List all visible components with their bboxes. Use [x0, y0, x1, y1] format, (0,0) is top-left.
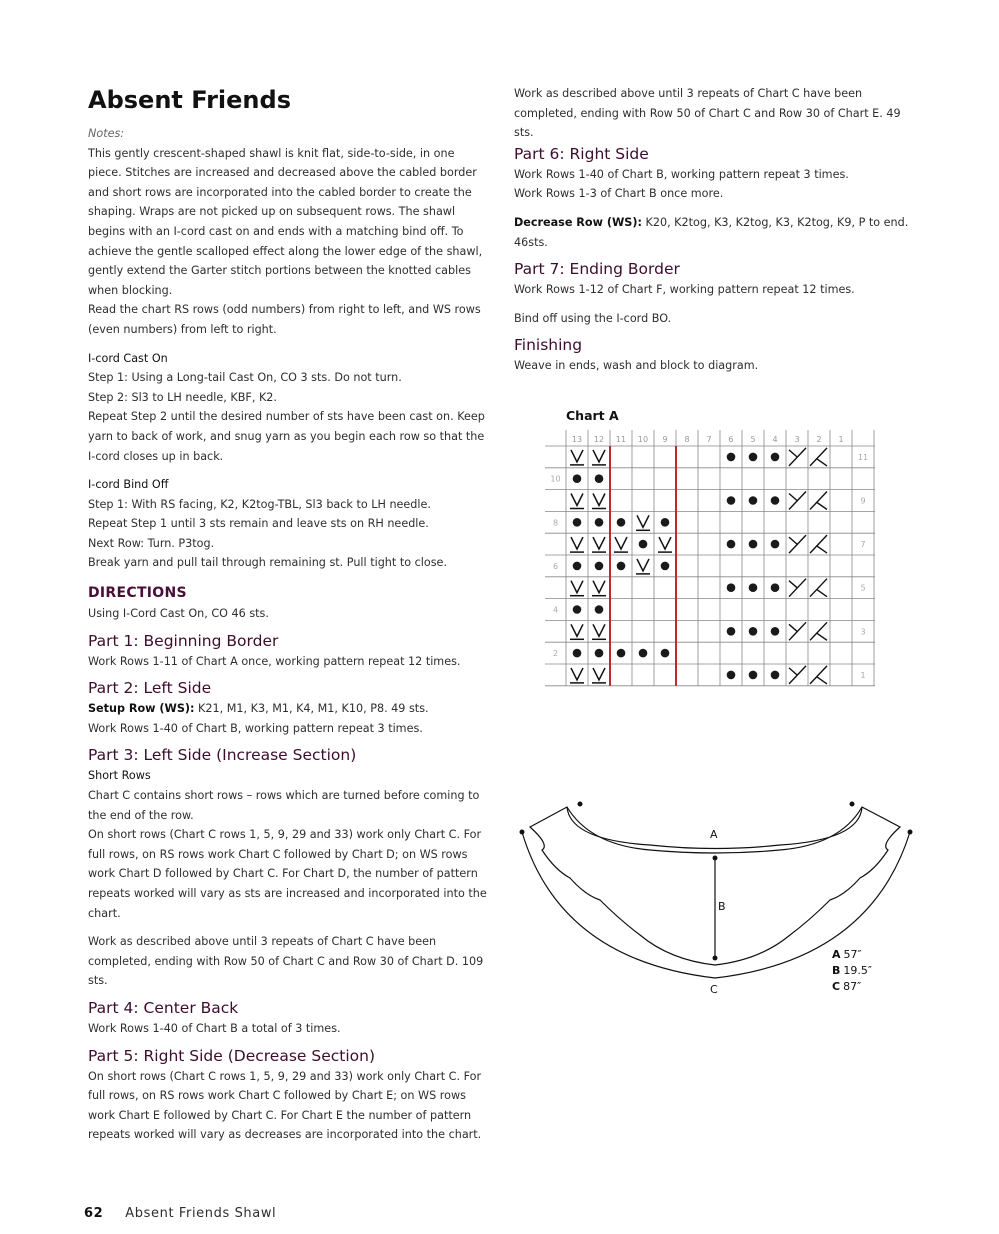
column-number: 6: [728, 435, 734, 444]
right-cross-symbol: [789, 666, 806, 684]
column-number: 12: [593, 435, 605, 444]
purl-symbol: [749, 540, 758, 549]
column-number: 9: [662, 435, 668, 444]
column-number: 1: [838, 435, 844, 444]
purl-symbol: [727, 540, 736, 549]
purl-symbol: [617, 649, 626, 658]
left-cross-symbol: [810, 622, 827, 640]
left-cross-symbol: [810, 492, 827, 510]
part2-setup: [88, 699, 488, 719]
column-number: 5: [750, 435, 756, 444]
instruction-line: Step 1: With RS facing, K2, K2tog-TBL, Sl3 back to LH needle.: [88, 497, 431, 511]
setup-row-label: Setup Row (WS):: [88, 702, 195, 716]
purl-symbol: [749, 627, 758, 636]
icord-bind-off-heading: I-cord Bind Off: [88, 478, 169, 492]
part4-heading: Part 4: Center Back: [88, 998, 239, 1017]
purl-symbol: [617, 518, 626, 527]
page-footer: [84, 1206, 276, 1221]
purl-symbol: [727, 627, 736, 636]
notes-paragraph: This gently crescent-shaped shawl is knit flat, side-to-side, in one piece. Stitches are increased and decreased above the cabled border and short rows are incorporated into the cabled border to create the shaping. Wraps are not picked up on subsequent rows. The shawl begins with an I-cord cast on and ends with a matching bind off. To achieve the gentle scalloped effect along the lower edge of the shawl, gently extend the Garter stitch portions between the knotted cables when blocking.: [88, 146, 483, 297]
left-cross-symbol: [810, 448, 827, 466]
instruction-line: Step 1: Using a Long-tail Cast On, CO 3 sts. Do not turn.: [88, 371, 402, 385]
chart-a-grid: [545, 430, 880, 692]
left-cross-symbol: [810, 666, 827, 684]
part6-heading: Part 6: Right Side: [514, 144, 649, 163]
finishing-heading: Finishing: [514, 336, 583, 355]
purl-symbol: [639, 540, 648, 549]
slip-stitch-symbol: [570, 668, 584, 683]
right-cross-symbol: [789, 622, 806, 640]
slip-stitch-symbol: [570, 624, 584, 639]
purl-symbol: [573, 649, 582, 658]
part3-after: Work as described above until 3 repeats of Chart C have been completed, ending with Row 50 of Chart C and Row 30 of Chart D. 109 sts.: [88, 935, 484, 988]
part3-text: Chart C contains short rows – rows which are turned before coming to the end of the row.: [88, 789, 480, 822]
row-number: 2: [552, 649, 559, 659]
column-number: 13: [571, 435, 583, 444]
purl-symbol: [749, 453, 758, 462]
row-number: 1: [860, 670, 866, 680]
left-cross-symbol: [810, 535, 827, 553]
column-number: 10: [637, 435, 649, 444]
bind-off-text: Bind off using the I-cord BO.: [514, 311, 672, 325]
slip-stitch-symbol: [614, 537, 628, 552]
purl-symbol: [595, 474, 604, 483]
part3-text: On short rows (Chart C rows 1, 5, 9, 29 and 33) work only Chart C. For full rows, on RS rows work Chart C followed by Chart D; on WS rows work Chart D followed by Chart C. For Chart D, the number of pattern repeats worked will vary as sts are increased and incorporated into the chart.: [88, 828, 487, 920]
slip-stitch-symbol: [570, 494, 584, 509]
slip-stitch-symbol: [592, 537, 606, 552]
purl-symbol: [749, 496, 758, 505]
slip-stitch-symbol: [592, 450, 606, 465]
part5-text: On short rows (Chart C rows 1, 5, 9, 29 and 33) work only Chart C. For full rows, on RS rows work Chart C followed by Chart E; on WS rows work Chart E followed by Chart C. For Chart E the number of pattern repeats worked will vary as decreases are incorporated into the chart.: [88, 1069, 482, 1142]
page-title: Absent Friends: [88, 86, 291, 114]
label-c: C: [710, 983, 718, 996]
part7-text: Work Rows 1-12 of Chart F, working pattern repeat 12 times.: [514, 283, 855, 297]
slip-stitch-symbol: [658, 537, 672, 552]
purl-symbol: [573, 605, 582, 614]
row-number: 3: [860, 627, 866, 637]
row-number: 10: [550, 474, 561, 484]
purl-symbol: [771, 671, 780, 680]
chart-a-title: Chart A: [566, 408, 619, 423]
short-rows-heading: Short Rows: [88, 769, 151, 783]
purl-symbol: [661, 649, 670, 658]
icord-cast-on-heading: I-cord Cast On: [88, 351, 168, 365]
slip-stitch-symbol: [570, 450, 584, 465]
slip-stitch-symbol: [570, 581, 584, 596]
svg-text:B19.5″: B 19.5″: [832, 964, 872, 977]
purl-symbol: [661, 518, 670, 527]
part7-heading: Part 7: Ending Border: [514, 260, 680, 279]
column-number: 2: [816, 435, 822, 444]
instruction-line: Step 2: Sl3 to LH needle, KBF, K2.: [88, 390, 277, 404]
purl-symbol: [771, 496, 780, 505]
purl-symbol: [727, 496, 736, 505]
part4-text: Work Rows 1-40 of Chart B a total of 3 times.: [88, 1021, 341, 1035]
part6-text: Work Rows 1-40 of Chart B, working pattern repeat 3 times.: [514, 167, 849, 181]
directions-heading: DIRECTIONS: [88, 585, 187, 602]
purl-symbol: [727, 671, 736, 680]
footer-title: Absent Friends Shawl: [125, 1206, 277, 1221]
notes-label: Notes:: [88, 127, 125, 140]
slip-stitch-symbol: [592, 624, 606, 639]
column-number: 4: [772, 435, 778, 444]
right-column: [514, 84, 909, 376]
part1-heading: Part 1: Beginning Border: [88, 631, 279, 650]
row-number: 7: [860, 540, 866, 550]
part2-heading: Part 2: Left Side: [88, 679, 212, 698]
column-number: 8: [684, 435, 690, 444]
slip-stitch-symbol: [592, 581, 606, 596]
page-number: 62: [84, 1206, 104, 1221]
purl-symbol: [639, 649, 648, 658]
left-cross-symbol: [810, 579, 827, 597]
part5-heading: Part 5: Right Side (Decrease Section): [88, 1046, 376, 1065]
column-number: 3: [794, 435, 800, 444]
purl-symbol: [595, 518, 604, 527]
directions-intro: Using I-Cord Cast On, CO 46 sts.: [88, 607, 269, 621]
decrease-row-label: Decrease Row (WS):: [514, 215, 642, 229]
slip-stitch-symbol: [592, 494, 606, 509]
purl-symbol: [771, 583, 780, 592]
svg-text:C87″: C 87″: [832, 980, 862, 993]
slip-stitch-symbol: [570, 537, 584, 552]
purl-symbol: [771, 540, 780, 549]
part5-continued: Work as described above until 3 repeats of Chart C have been completed, ending with Row 50 of Chart C and Row 30 of Chart E. 49 sts.: [514, 87, 901, 140]
instruction-line: Next Row: Turn. P3tog.: [88, 536, 215, 550]
slip-stitch-symbol: [636, 559, 650, 574]
purl-symbol: [595, 562, 604, 571]
svg-text:A57″: A 57″: [832, 948, 862, 961]
part1-text: Work Rows 1-11 of Chart A once, working pattern repeat 12 times.: [88, 654, 461, 668]
right-cross-symbol: [789, 492, 806, 510]
column-number: 11: [615, 435, 627, 444]
column-number: 7: [706, 435, 712, 444]
purl-symbol: [595, 649, 604, 658]
left-column: [88, 84, 488, 1145]
row-number: 5: [860, 583, 866, 593]
part6-text: Work Rows 1-3 of Chart B once more.: [514, 187, 724, 201]
purl-symbol: [573, 474, 582, 483]
purl-symbol: [661, 562, 670, 571]
purl-symbol: [749, 671, 758, 680]
measurement-list: [832, 948, 872, 993]
purl-symbol: [771, 453, 780, 462]
row-number: 8: [552, 518, 559, 528]
part3-heading: Part 3: Left Side (Increase Section): [88, 746, 357, 765]
row-number: 6: [552, 561, 559, 571]
row-number: 11: [857, 452, 869, 462]
purl-symbol: [573, 518, 582, 527]
notes-paragraph: Read the chart RS rows (odd numbers) from right to left, and WS rows (even numbers) from left to right.: [88, 303, 481, 336]
instruction-line: Repeat Step 2 until the desired number of sts have been cast on. Keep yarn to back of work, and snug yarn as you begin each row so that the I-cord closes up in back.: [88, 410, 485, 463]
shawl-schematic: [510, 790, 920, 1000]
purl-symbol: [573, 562, 582, 571]
row-number: 4: [552, 605, 559, 615]
purl-symbol: [617, 562, 626, 571]
decrease-row: [514, 213, 909, 252]
purl-symbol: [727, 583, 736, 592]
right-cross-symbol: [789, 535, 806, 553]
label-a: A: [710, 828, 718, 841]
purl-symbol: [727, 453, 736, 462]
purl-symbol: [749, 583, 758, 592]
right-cross-symbol: [789, 448, 806, 466]
slip-stitch-symbol: [636, 515, 650, 530]
label-b: B: [718, 900, 726, 913]
row-number: 9: [860, 496, 866, 506]
instruction-line: Break yarn and pull tail through remaining st. Pull tight to close.: [88, 556, 447, 570]
slip-stitch-symbol: [592, 668, 606, 683]
purl-symbol: [595, 605, 604, 614]
setup-row-text: K21, M1, K3, M1, K4, M1, K10, P8. 49 sts.: [194, 702, 429, 716]
right-cross-symbol: [789, 579, 806, 597]
decrease-row-text: K20, K2tog, K3, K2tog, K3, K2tog, K9, P to end. 46sts.: [514, 215, 909, 249]
instruction-line: Repeat Step 1 until 3 sts remain and leave sts on RH needle.: [88, 517, 429, 531]
purl-symbol: [771, 627, 780, 636]
part2-text: Work Rows 1-40 of Chart B, working pattern repeat 3 times.: [88, 721, 423, 735]
finishing-text: Weave in ends, wash and block to diagram.: [514, 359, 759, 373]
